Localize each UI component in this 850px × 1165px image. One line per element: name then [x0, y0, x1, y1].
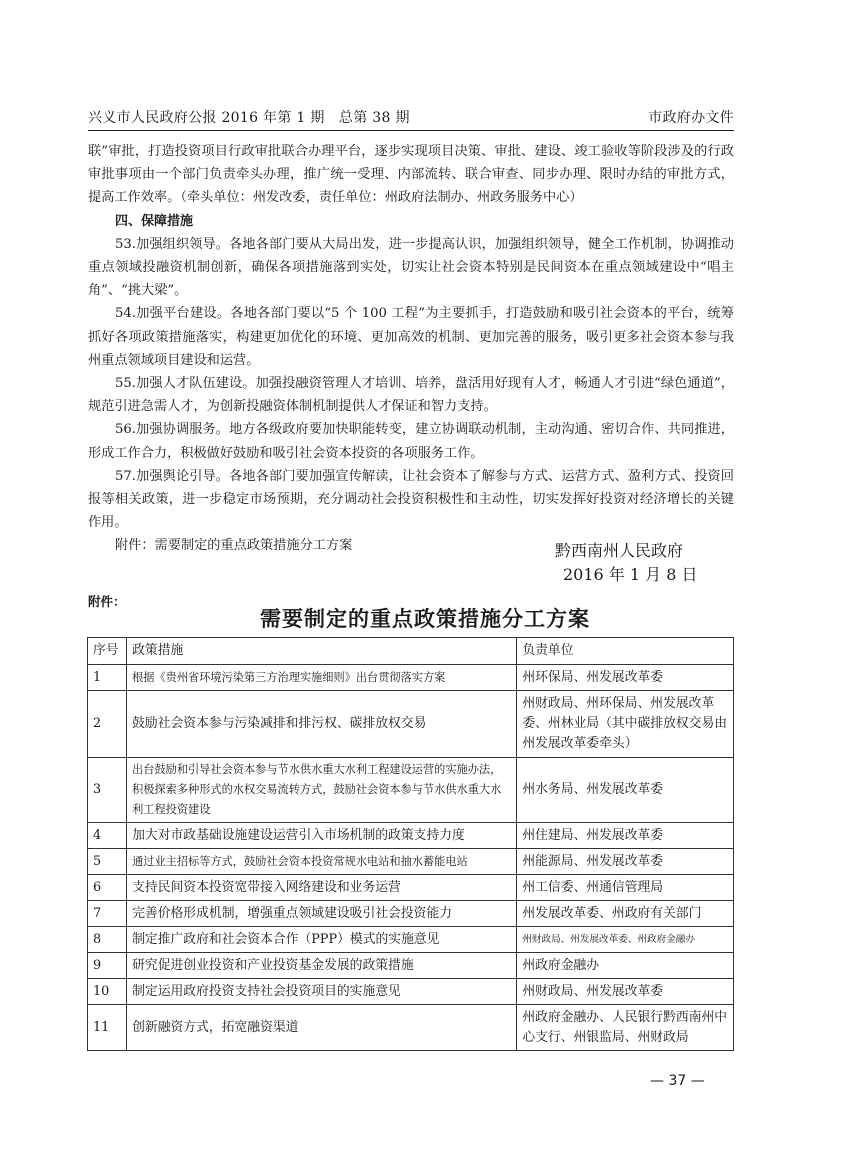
- table-row: [88, 758, 734, 823]
- row-no: 4: [88, 823, 127, 849]
- attachment-label: 附件：: [88, 594, 126, 609]
- table-row: [88, 691, 734, 758]
- row-unit: 州财政局、州发展改革委、州政府金融办: [517, 927, 734, 953]
- row-measure: 通过业主招标等方式，鼓励社会资本投资常规水电站和抽水蓄能电站: [127, 849, 517, 875]
- header-no: 序号: [88, 638, 127, 665]
- row-no: 6: [88, 875, 127, 901]
- row-measure: 制定运用政府投资支持社会投资项目的实施意见: [127, 979, 517, 1005]
- running-header: [88, 103, 734, 129]
- row-unit: 州发展改革委、州政府有关部门: [517, 901, 734, 927]
- row-measure: 出台鼓励和引导社会资本参与节水供水重大水利工程建设运营的实施办法，积极探索多种形式的水权交易流转方式，鼓励社会资本参与节水供水重大水利工程投资建设: [127, 758, 517, 823]
- row-unit: 州政府金融办、人民银行黔西南州中心支行、州银监局、州财政局: [517, 1005, 734, 1051]
- row-no: 11: [88, 1005, 127, 1051]
- attachment-title: 需要制定的重点政策措施分工方案: [260, 607, 590, 631]
- row-unit: 州环保局、州发展改革委: [517, 665, 734, 691]
- row-measure: 根据《贵州省环境污染第三方治理实施细则》出台贯彻落实方案: [127, 665, 517, 691]
- paragraph-56: 56.加强协调服务。地方各级政府要加快职能转变，建立协调联动机制，主动沟通、密切合作、共同推进，形成工作合力，积极做好鼓励和吸引社会资本投资的各项服务工作。: [88, 422, 734, 461]
- table-row: [88, 927, 734, 953]
- row-unit: 州财政局、州环保局、州发展改革委、州林业局（其中碳排放权交易由州发展改革委牵头）: [517, 691, 734, 758]
- paragraph-continued: 联”审批，打造投资项目行政审批联合办理平台，逐步实现项目决策、审批、建设、竣工验收等阶段涉及的行政审批事项由一个部门负责牵头办理，推广统一受理、内部流转、联合审查、同步办理、限时办结的审批方式，提高工作效率。（牵头单位：州发改委，责任单位：州政府法制办、州政务服务中心）: [88, 144, 734, 206]
- row-no: 3: [88, 758, 127, 823]
- table-row: [88, 875, 734, 901]
- header-journal-title: 兴义市人民政府公报 2016 年第 1 期 总第 38 期: [88, 110, 410, 126]
- paragraph-55: 55.加强人才队伍建设。加强投融资管理人才培训、培养，盘活用好现有人才，畅通人才引进“绿色通道”，规范引进急需人才，为创新投融资体制机制提供人才保证和智力支持。: [88, 376, 734, 415]
- row-measure: 加大对市政基础设施建设运营引入市场机制的政策支持力度: [127, 823, 517, 849]
- row-unit: 州水务局、州发展改革委: [517, 758, 734, 823]
- table-row: [88, 823, 734, 849]
- row-measure: 鼓励社会资本参与污染减排和排污权、碳排放权交易: [127, 691, 517, 758]
- row-unit: 州工信委、州通信管理局: [517, 875, 734, 901]
- row-no: 7: [88, 901, 127, 927]
- row-unit: 州能源局、州发展改革委: [517, 849, 734, 875]
- table-row: [88, 979, 734, 1005]
- signature-date: 2016 年 1 月 8 日: [563, 565, 698, 584]
- table-header-row: [88, 638, 734, 665]
- row-unit: 州财政局、州发展改革委: [517, 979, 734, 1005]
- row-unit: 州政府金融办: [517, 953, 734, 979]
- header-unit: 负责单位: [517, 638, 734, 665]
- row-measure: 研究促进创业投资和产业投资基金发展的政策措施: [127, 953, 517, 979]
- plan-table: [87, 637, 734, 1051]
- row-measure: 制定推广政府和社会资本合作（PPP）模式的实施意见: [127, 927, 517, 953]
- row-no: 1: [88, 665, 127, 691]
- row-no: 8: [88, 927, 127, 953]
- table-row: [88, 1005, 734, 1051]
- attachment-reference: 附件：需要制定的重点政策措施分工方案: [115, 538, 353, 554]
- row-unit: 州住建局、州发展改革委: [517, 823, 734, 849]
- table-row: [88, 901, 734, 927]
- signature-org: 黔西南州人民政府: [555, 541, 684, 560]
- row-measure: 创新融资方式，拓宽融资渠道: [127, 1005, 517, 1051]
- row-no: 9: [88, 953, 127, 979]
- page-number-text: — 37 —: [650, 1073, 705, 1089]
- table-row: [88, 665, 734, 691]
- header-rule: [88, 130, 734, 131]
- row-no: 5: [88, 849, 127, 875]
- row-measure: 完善价格形成机制，增强重点领域建设吸引社会投资能力: [127, 901, 517, 927]
- row-measure: 支持民间资本投资宽带接入网络建设和业务运营: [127, 875, 517, 901]
- paragraph-53: 53.加强组织领导。各地各部门要从大局出发，进一步提高认识，加强组织领导，健全工作机制，协调推动重点领域投融资机制创新，确保各项措施落到实处，切实让社会资本特别是民间资本在重点领域建设中“唱主角”、“挑大梁”。: [88, 236, 734, 299]
- table-row: [88, 953, 734, 979]
- header-measure: 政策措施: [127, 638, 517, 665]
- section-heading: 四、保障措施: [115, 213, 194, 229]
- row-no: 10: [88, 979, 127, 1005]
- paragraph-54: 54.加强平台建设。各地各部门要以“5 个 100 工程”为主要抓手，打造鼓励和吸引社会资本的平台，统筹抓好各项政策措施落实，构建更加优化的环境、更加高效的机制、更加完善的服务，吸引更多社会资本参与我州重点领域项目建设和运营。: [88, 306, 734, 368]
- table-row: [88, 849, 734, 875]
- paragraph-57: 57.加强舆论引导。各地各部门要加强宣传解读，让社会资本了解参与方式、运营方式、盈利方式、投资回报等相关政策，进一步稳定市场预期，充分调动社会投资积极性和主动性，切实发挥好投资对经济增长的关键作用。: [88, 468, 734, 531]
- row-no: 2: [88, 691, 127, 758]
- header-section-title: 市政府办文件: [648, 110, 734, 126]
- body-text: [88, 140, 734, 558]
